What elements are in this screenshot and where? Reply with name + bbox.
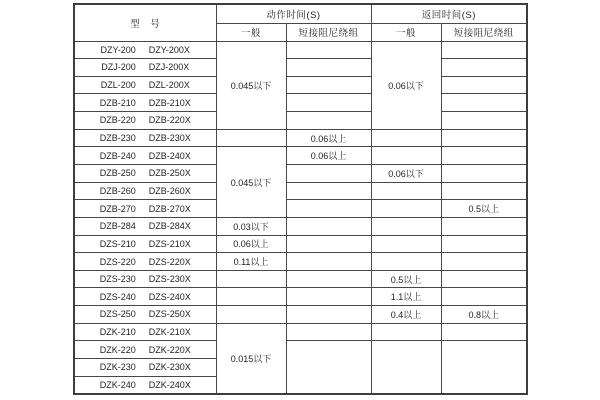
value-cell-return-damping [441, 76, 527, 94]
value-cell-action-general: 0.11以上 [216, 253, 286, 271]
value-cell-action-damping [286, 76, 371, 94]
model-variant: DZS-220X [148, 256, 191, 267]
model-primary: DZS-220 [99, 256, 136, 267]
model-variant: DZK-220X [148, 344, 191, 355]
model-cell [74, 164, 216, 182]
col-header-action-damping: 短接阻尼绕组 [286, 23, 371, 41]
value-cell-return-damping [441, 129, 527, 147]
value-cell-action-general [216, 288, 286, 306]
model-variant: DZB-240X [148, 150, 191, 161]
value-cell-return-damping [441, 182, 527, 200]
model-primary: DZB-220 [99, 115, 136, 126]
table-row [74, 288, 527, 306]
table-row [74, 59, 527, 77]
col-header-return-general: 一般 [371, 23, 441, 41]
table-row [74, 147, 527, 165]
value-cell-return-general [371, 323, 441, 341]
model-primary: DZK-230 [99, 362, 136, 373]
value-cell-return-general [371, 182, 441, 200]
model-primary: DZB-240 [99, 150, 136, 161]
value-cell-return-damping: 0.5以上 [441, 200, 527, 218]
model-cell [74, 376, 216, 394]
table-row [74, 182, 527, 200]
value-cell-return-general [371, 253, 441, 271]
model-primary: DZS-210 [99, 238, 136, 249]
value-cell-return-damping [441, 341, 527, 394]
model-variant: DZB-230X [148, 133, 191, 144]
value-cell-return-damping [441, 253, 527, 271]
value-cell-action-damping [286, 235, 371, 253]
model-cell [74, 200, 216, 218]
table-row [74, 41, 527, 59]
model-cell [74, 288, 216, 306]
model-cell [74, 94, 216, 112]
model-variant: DZK-240X [148, 379, 191, 390]
model-cell [74, 235, 216, 253]
value-cell-return-damping [441, 59, 527, 77]
model-variant: DZS-210X [148, 238, 191, 249]
value-cell-return-damping [441, 41, 527, 59]
value-cell-return-general [371, 217, 441, 235]
col-header-action-general: 一般 [216, 23, 286, 41]
table-row [74, 217, 527, 235]
value-cell-action-damping: 0.06以上 [286, 129, 371, 147]
table-row [74, 76, 527, 94]
value-cell-action-damping [286, 270, 371, 288]
value-cell-action-general: 0.045以下 [216, 147, 286, 218]
model-cell [74, 41, 216, 59]
model-cell [74, 147, 216, 165]
value-cell-action-damping [286, 306, 371, 324]
table-row [74, 270, 527, 288]
value-cell-action-general: 0.045以下 [216, 41, 286, 129]
table-row [74, 341, 527, 359]
value-cell-return-general [371, 341, 441, 394]
header-row-groups [74, 4, 527, 23]
model-primary: DZJ-200 [101, 62, 136, 73]
value-cell-action-damping [286, 323, 371, 341]
model-variant: DZB-220X [148, 115, 191, 126]
model-cell [74, 306, 216, 324]
model-cell [74, 182, 216, 200]
table-row [74, 112, 527, 130]
model-variant: DZL-200X [148, 80, 190, 91]
value-cell-return-damping [441, 217, 527, 235]
table-row [74, 253, 527, 271]
value-cell-return-general [371, 129, 441, 147]
value-cell-return-damping [441, 323, 527, 341]
value-cell-return-general [371, 235, 441, 253]
model-variant: DZB-250X [148, 168, 191, 179]
value-cell-return-general: 1.1以上 [371, 288, 441, 306]
spec-table-body [74, 41, 527, 394]
value-cell-return-damping [441, 270, 527, 288]
table-row [74, 323, 527, 341]
model-cell [74, 341, 216, 359]
model-primary: DZS-250 [99, 309, 136, 320]
value-cell-action-damping [286, 341, 371, 394]
value-cell-action-damping [286, 182, 371, 200]
value-cell-action-damping: 0.06以上 [286, 147, 371, 165]
model-primary: DZS-240 [99, 291, 136, 302]
model-variant: DZY-200X [148, 44, 190, 55]
spec-table [73, 3, 528, 395]
value-cell-return-general: 0.5以上 [371, 270, 441, 288]
model-variant: DZS-250X [148, 309, 191, 320]
model-primary: DZB-210 [99, 97, 136, 108]
col-header-return-damping: 短接阻尼绕组 [441, 23, 527, 41]
model-variant: DZK-210X [148, 327, 191, 338]
table-row [74, 94, 527, 112]
model-variant: DZJ-200X [148, 62, 190, 73]
value-cell-action-damping [286, 288, 371, 306]
model-primary: DZY-200 [100, 44, 136, 55]
table-row [74, 306, 527, 324]
model-cell [74, 112, 216, 130]
value-cell-action-damping [286, 217, 371, 235]
model-primary: DZK-210 [99, 327, 136, 338]
col-header-action-time: 动作时间(S) [216, 4, 371, 23]
value-cell-return-damping [441, 147, 527, 165]
model-primary: DZB-284 [99, 221, 136, 232]
value-cell-action-damping [286, 200, 371, 218]
table-row [74, 235, 527, 253]
model-variant: DZS-240X [148, 291, 191, 302]
value-cell-return-damping [441, 164, 527, 182]
model-primary: DZS-230 [99, 274, 136, 285]
value-cell-return-general: 0.06以下 [371, 41, 441, 129]
value-cell-action-damping [286, 253, 371, 271]
value-cell-action-damping [286, 41, 371, 59]
value-cell-return-damping [441, 112, 527, 130]
model-variant: DZK-230X [148, 362, 191, 373]
model-cell [74, 270, 216, 288]
value-cell-action-general [216, 270, 286, 288]
model-primary: DZB-260 [99, 185, 136, 196]
model-primary: DZK-240 [99, 379, 136, 390]
value-cell-return-damping [441, 288, 527, 306]
model-primary: DZL-200 [100, 80, 136, 91]
col-header-model: 型 号 [74, 4, 216, 41]
model-cell [74, 59, 216, 77]
model-variant: DZS-230X [148, 274, 191, 285]
model-cell [74, 359, 216, 377]
value-cell-action-general [216, 129, 286, 147]
value-cell-return-damping [441, 94, 527, 112]
model-cell [74, 253, 216, 271]
model-primary: DZK-220 [99, 344, 136, 355]
model-primary: DZB-230 [99, 133, 136, 144]
value-cell-action-damping [286, 112, 371, 130]
value-cell-return-general: 0.4以上 [371, 306, 441, 324]
table-row [74, 129, 527, 147]
model-cell [74, 76, 216, 94]
model-variant: DZB-260X [148, 185, 191, 196]
table-row [74, 164, 527, 182]
value-cell-action-general: 0.06以上 [216, 235, 286, 253]
model-primary: DZB-250 [99, 168, 136, 179]
spec-table-header [74, 4, 527, 41]
value-cell-return-general: 0.06以下 [371, 164, 441, 182]
value-cell-return-damping: 0.8以上 [441, 306, 527, 324]
model-primary: DZB-270 [99, 203, 136, 214]
model-cell [74, 217, 216, 235]
table-row [74, 200, 527, 218]
value-cell-action-general [216, 306, 286, 324]
model-cell [74, 323, 216, 341]
model-variant: DZB-284X [148, 221, 191, 232]
value-cell-action-damping [286, 164, 371, 182]
value-cell-action-damping [286, 59, 371, 77]
value-cell-return-damping [441, 235, 527, 253]
model-cell [74, 129, 216, 147]
value-cell-action-general: 0.03以下 [216, 217, 286, 235]
value-cell-return-general [371, 147, 441, 165]
value-cell-action-general: 0.015以下 [216, 323, 286, 394]
value-cell-action-damping [286, 94, 371, 112]
col-header-return-time: 返回时间(S) [371, 4, 527, 23]
value-cell-return-general [371, 200, 441, 218]
model-variant: DZB-270X [148, 203, 191, 214]
model-variant: DZB-210X [148, 97, 191, 108]
